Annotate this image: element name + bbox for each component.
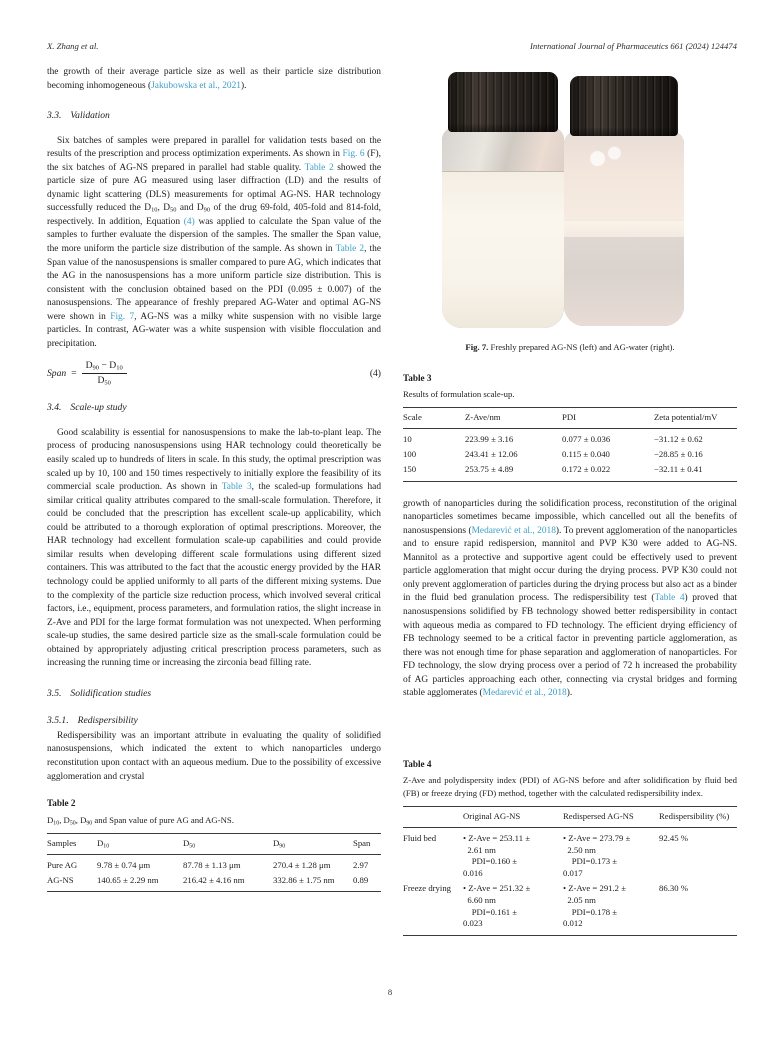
floc-band bbox=[564, 221, 684, 237]
paragraph-solidification: growth of nanoparticles during the solidification process, reconstitution of the original nanoparticles sometimes became impossible, which cancelled out all the benefits of nanosuspensions (Medarević et al., 2018). To prevent agglomeration of the nanoparticles and to ensure rapid redispersion, mannitol and PVP K30 were added to AG-NS. Mannitol as a protective and supportive agent could be effectively used to prevent particle agglomeration that might occur during the drying process. PVP K30 could not only prevent agglomeration of particles during the drying process but also act as a binder in the fluid bed granulation process. The redispersibility test (Table 4) proved that nanosuspensions solidified by FB technology showed better redispersibility in contact with aqueous media as compared to FD technology. The efficient drying efficiency of FB technology seemed to be a critical factor in preventing particle agglomeration, as there was not enough time for phase separation and agglomeration of nanoparticles. For FD technology, the slow drying process over a period of 72 h increased the probability of AG particles approaching each other, connecting via crystal bridges and forming stable agglomerates (Medarević et al., 2018). bbox=[403, 498, 738, 699]
table-4-label: Table 4 bbox=[403, 758, 432, 769]
table-4-header-blank bbox=[403, 806, 463, 827]
table-2-caption: $D_{10}$, $D_{50}$, $D_{90}$ and Span value of pure AG and AG-NS. bbox=[47, 814, 234, 827]
table-2 bbox=[47, 833, 381, 892]
table-2-header-d90: $D_{90}$ bbox=[273, 833, 353, 854]
table-2-header-row bbox=[47, 833, 381, 854]
table-3-block bbox=[403, 372, 737, 482]
bottle-cap bbox=[570, 76, 678, 136]
figure-7-photo bbox=[418, 64, 722, 330]
equation-denominator: $D_{50}$ bbox=[97, 375, 111, 388]
right-column bbox=[403, 62, 737, 936]
bottle-ag-water bbox=[564, 76, 684, 326]
bottle-cap bbox=[448, 72, 558, 132]
equation-equals: = bbox=[71, 368, 77, 380]
table-2-header-span: Span bbox=[353, 833, 381, 854]
bottle-glass bbox=[564, 131, 684, 326]
figure-7-caption-text: Freshly prepared AG-NS (left) and AG-water (right). bbox=[490, 342, 675, 352]
equation-fraction bbox=[82, 360, 127, 387]
table-4-header-row bbox=[403, 806, 737, 827]
paragraph-intro: the growth of their average particle size as well as their particle size distribution becoming inhomogeneous (Jakubowska et al., 2021). bbox=[47, 67, 381, 91]
paragraph-redispersibility: Redispersibility was an important attribute in evaluating the quality of solidified nanosuspensions, which indicated the extent to which nanoparticles undergo reconstitution upon contact with an aqueous medium. Due to the possibility of excessive agglomeration and crystal bbox=[47, 730, 381, 782]
link-table-4[interactable]: Table 4 bbox=[654, 593, 685, 604]
table-3-header-row bbox=[403, 408, 737, 429]
milky-suspension bbox=[442, 171, 564, 328]
page-number: 8 bbox=[387, 987, 393, 997]
link-table-3[interactable]: Table 3 bbox=[221, 482, 252, 493]
heading-3-5-solidification: 3.5. Solidification studies bbox=[47, 687, 152, 699]
left-column bbox=[47, 66, 381, 892]
table-row: Freeze drying • Z-Ave = 251.32 ± 6.60 nm PDI=0.161 ± 0.023 • Z-Ave = 291.2 ± 2.05 nm PDI=0.178 ± 0.012 86.30 % bbox=[403, 881, 737, 935]
heading-3-4-scale-up: 3.4. Scale-up study bbox=[47, 402, 127, 414]
table-4-header-original: Original AG-NS bbox=[463, 806, 563, 827]
table-4-caption: Z-Ave and polydispersity index (PDI) of AG-NS before and after solidification by fluid bed (FB) or freeze drying (FD) method, together with the calculated redispersibility index. bbox=[403, 775, 737, 798]
bottle-headspace bbox=[442, 127, 564, 173]
paragraph-validation: Six batches of samples were prepared in parallel for validation tests based on the results of the prescription and process optimization experiments. As shown in Fig. 6 (F), the six batches of AG-NS prepared in parallel had stable quality. Table 2 showed the particle size of pure AG measured using laser diffraction (LD) and the results of dynamic light scattering (DLS) measurements for optimal AG-NS. HAR technology successfully reduced the $D_{10}$, $D_{50}$ and $D_{90}$ of the drug 69-fold, 405-fold and 814-fold, respectively. In addition, Equation (4) was applied to calculate the Span value of the samples to further evaluate the dispersion of the samples. The smaller the Span value, the more uniform the particle size distribution of the sample. As shown in Table 2, the Span value of the nanosuspensions is smaller compared to pure AG, which indicates that the AG in the nanosuspensions has a more uniform particle size distribution. This is consistent with the conclusion obtained based on the PDI (0.095 ± 0.007) of the nanosuspensions. The appearance of freshly prepared AG-Water and optimal AG-NS were shown in Fig. 7, AG-NS was a milky white suspension with no visible large particles. In contrast, AG-water was a white suspension with visible flocculation and precipitation. bbox=[47, 135, 382, 349]
table-row: Pure AG 9.78 ± 0.74 μm 87.78 ± 1.13 μm 270.4 ± 1.28 μm 2.97 bbox=[47, 859, 369, 870]
header-journal-title: International Journal of Pharmaceutics 661 (2024) 124474 bbox=[529, 41, 737, 51]
table-2-header-d10: $D_{10}$ bbox=[97, 833, 183, 854]
table-2-label: Table 2 bbox=[47, 798, 76, 809]
table-3-header-zeta: Zeta potential/mV bbox=[654, 408, 737, 429]
link-medarevic-2018b[interactable]: Medarević et al., 2018 bbox=[482, 688, 567, 699]
bottle-glass bbox=[442, 127, 564, 328]
table-3-caption: Results of formulation scale-up. bbox=[403, 389, 515, 400]
table-2-header-d50: $D_{50}$ bbox=[183, 833, 273, 854]
table-3-header-zave: Z-Ave/nm bbox=[465, 408, 562, 429]
table-row: AG-NS 140.65 ± 2.29 nm 216.42 ± 4.16 nm 332.86 ± 1.75 nm 0.89 bbox=[47, 873, 381, 892]
equation-lhs: Span bbox=[47, 368, 67, 380]
link-table-2b[interactable]: Table 2 bbox=[335, 244, 365, 255]
table-row: 150 253.75 ± 4.89 0.172 ± 0.022 −32.11 ± 0.41 bbox=[403, 462, 737, 481]
table-2-block bbox=[47, 797, 381, 892]
flocculated-layer bbox=[564, 131, 684, 223]
table-row: 10 223.99 ± 3.16 0.077 ± 0.036 −31.12 ± 0.62 bbox=[403, 434, 703, 445]
header-author: X. Zhang et al. bbox=[47, 41, 99, 51]
heading-3-3-validation: 3.3. Validation bbox=[47, 110, 110, 122]
link-fig-6[interactable]: Fig. 6 bbox=[342, 149, 365, 160]
page-header bbox=[47, 41, 737, 51]
table-2-header-samples: Samples bbox=[47, 833, 97, 854]
paragraph-scale-up: Good scalability is essential for nanosuspensions to make the lab-to-plant leap. The process of producing nanosuspensions using HAR technology could theoretically be easily scaled up to hundreds of liters in scale. In this study, the optimal prescription was scaled up by 10, 100 and 150 times respectively to initially explore the feasibility of its commercial scale production. As shown in Table 3, the scaled-up formulations had similar critical quality attributes compared to the small-scale formulation. Therefore, it could be concluded that the prescription has excellent scale-up applicability, which could be attributed to a thorough exploration of optimal prescriptions. Moreover, the HAR technology had excellent formulation scale-up capabilities and could provide similar results when developing different scale formulations using different sized containers. This was attributed to the fact that the acoustic energy provided by the HAR technology could be applied uniformly to all parts of the different mixing systems. Due to the complexity of the particle size reduction process, which involved several critical factors, i.e., equipment, process parameters, and formulation ratios, the slight increase in Z-Ave and PDI for the large format formulation was not unexpected. When performing scale-up studies, the same desired particle size as the small-scale formulation could be obtained by appropriately adjusting critical prescription process parameters, such as increasing the running time or increasing the zirconia bead filling rate. bbox=[47, 427, 382, 669]
table-3-header-pdi: PDI bbox=[562, 408, 654, 429]
figure-7-caption bbox=[403, 341, 737, 355]
link-equation-4[interactable]: (4) bbox=[183, 216, 195, 227]
table-4-header-redispersibility: Redispersibility (%) bbox=[659, 806, 737, 827]
table-3-header-scale: Scale bbox=[403, 408, 465, 429]
figure-7-caption-label: Fig. 7. bbox=[465, 342, 489, 352]
table-4-header-redispersed: Redispersed AG-NS bbox=[563, 806, 659, 827]
table-row: 100 243.41 ± 12.06 0.115 ± 0.040 −28.85 ± 0.16 bbox=[403, 448, 703, 459]
link-fig-7[interactable]: Fig. 7 bbox=[110, 311, 135, 322]
equation-4 bbox=[47, 360, 381, 387]
table-row: Fluid bed • Z-Ave = 253.11 ± 2.61 nm PDI=0.160 ± 0.016 • Z-Ave = 273.79 ± 2.50 nm PDI=0.173 ± 0.017 92.45 % bbox=[403, 832, 688, 879]
heading-3-5-1-redispersibility: 3.5.1. Redispersibility bbox=[47, 715, 138, 727]
table-4 bbox=[403, 806, 737, 936]
link-medarevic-2018a[interactable]: Medarević et al., 2018 bbox=[471, 525, 556, 536]
link-jakubowska-2021[interactable]: Jakubowska et al., 2021 bbox=[151, 80, 241, 91]
table-4-block bbox=[403, 758, 737, 936]
precipitated-liquid bbox=[564, 237, 684, 326]
table-3 bbox=[403, 407, 737, 481]
bottle-ag-ns bbox=[442, 72, 564, 328]
equation-numerator: $D_{90} - D_{10}$ bbox=[82, 360, 127, 374]
link-table-2[interactable]: Table 2 bbox=[304, 162, 334, 173]
table-3-label: Table 3 bbox=[403, 372, 432, 383]
equation-number: (4) bbox=[369, 368, 381, 380]
